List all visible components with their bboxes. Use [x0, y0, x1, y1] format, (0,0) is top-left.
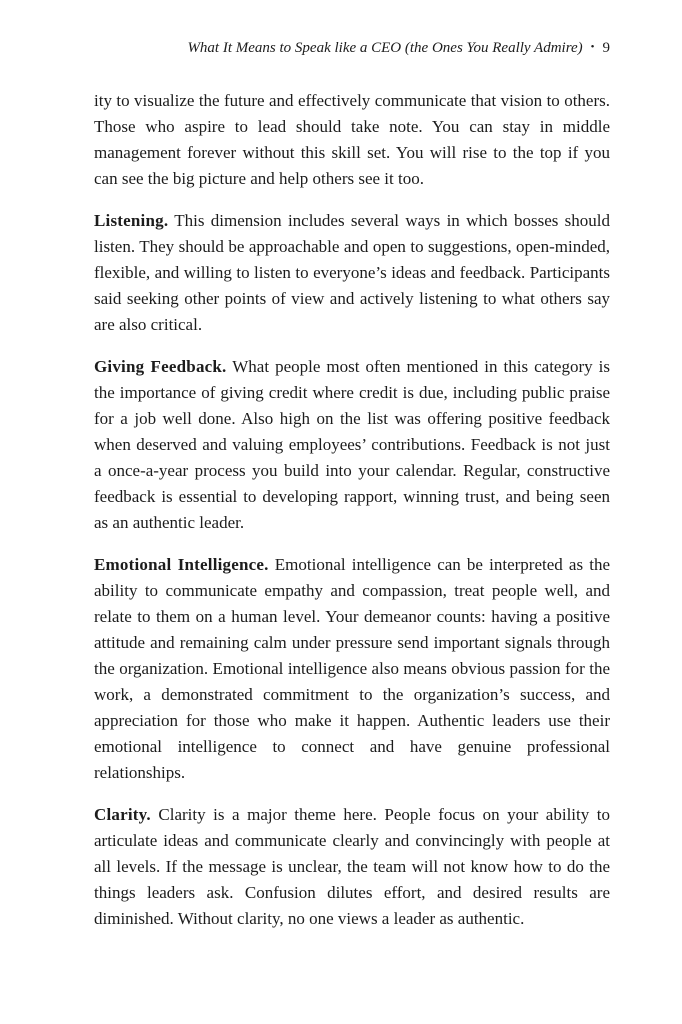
paragraph-continuation — [94, 88, 610, 192]
paragraph-giving-feedback — [94, 354, 610, 536]
paragraph-text: Emotional intelligence can be interpreted as the ability to communicate empathy and compassion, treat people well, and relate to them on a human level. Your demeanor counts: having a positive attitude and remaining calm under pressure send important signals through the organization. Emotional intelligence also means obvious passion for the work, a demonstrated commitment to the organization’s success, and appreciation for those who make it happen. Authentic leaders use their emotional intelligence to connect and have genuine professional relationships. — [94, 555, 610, 782]
running-header — [94, 38, 610, 58]
paragraph-emotional-intelligence — [94, 552, 610, 786]
page-body — [94, 88, 610, 932]
paragraph-lead: Clarity. — [94, 805, 151, 824]
paragraph-text: What people most often mentioned in this category is the importance of giving credit where credit is due, including public praise for a job well done. Also high on the list was offering positive feedback when deserved and valuing employees’ contributions. Feedback is not just a once-a-year process you build into your calendar. Regular, constructive feedback is essential to developing rapport, winning trust, and being seen as an authentic leader. — [94, 357, 610, 532]
paragraph-listening — [94, 208, 610, 338]
paragraph-clarity — [94, 802, 610, 932]
paragraph-lead: Listening. — [94, 211, 169, 230]
paragraph-text: Clarity is a major theme here. People focus on your ability to articulate ideas and communicate clearly and convincingly with people at all levels. If the message is unclear, the team will not know how to do the things leaders ask. Confusion dilutes effort, and desired results are diminished. Without clarity, no one views a leader as authentic. — [94, 805, 610, 928]
paragraph-text: ity to visualize the future and effectively communicate that vision to others. Those who aspire to lead should take note. You can stay in middle management forever without this skill set. You will rise to the top if you can see the big picture and help others see it too. — [94, 91, 610, 188]
bullet-separator: • — [590, 41, 595, 53]
paragraph-text: This dimension includes several ways in which bosses should listen. They should be approachable and open to suggestions, open-minded, flexible, and willing to listen to everyone’s ideas and feedback. Participants said seeking other points of view and actively listening to what others say are also critical. — [94, 211, 610, 334]
paragraph-lead: Emotional Intelligence. — [94, 555, 269, 574]
paragraph-lead: Giving Feedback. — [94, 357, 227, 376]
page-number: 9 — [602, 40, 610, 56]
running-title: What It Means to Speak like a CEO (the Ones You Really Admire) — [187, 40, 583, 56]
